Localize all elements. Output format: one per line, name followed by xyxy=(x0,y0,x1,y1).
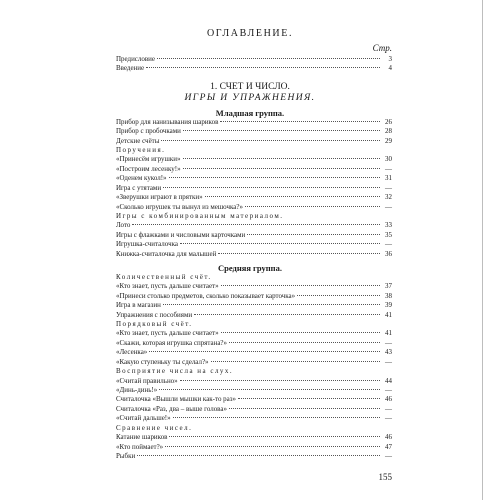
toc-entry: «Принеси столько предметов, сколько показывает карточка» 38 xyxy=(116,291,392,300)
subsection-heading: Игры с комбинированным материалом. xyxy=(116,211,284,220)
toc-entry: «Построим лесенку!» — xyxy=(116,164,392,173)
toc-entry: «Лесенка» 43 xyxy=(116,348,392,357)
toc-entry: «Оденем кукол!» 31 xyxy=(116,174,392,183)
toc-entry: Книжка-считалочка для малышей 36 xyxy=(116,249,392,258)
subsection-heading: Порядковый счёт. xyxy=(116,320,193,328)
toc-entry: Прибор для нанизывания шариков 26 xyxy=(116,117,392,126)
toc-entry: Игра в магазин 39 xyxy=(116,301,392,310)
group-heading-middle: Средняя группа. xyxy=(218,263,282,274)
group-heading-junior: Младшая группа. xyxy=(215,108,285,119)
toc-entry: Считалочка «Вышли мышки как-то раз» 46 xyxy=(116,395,392,404)
toc-entry: Предисловие 3 xyxy=(116,55,392,63)
toc-entry: «Кто знает, пусть дальше считает» 41 xyxy=(116,329,392,338)
toc-entry: «Кто поймает?» 47 xyxy=(116,442,392,451)
toc-title: ОГЛАВЛЕНИЕ. xyxy=(206,28,294,39)
toc-entry: «Какую ступеньку ты сделал?» — xyxy=(116,357,392,366)
toc-entry: «Кто знает, пусть дальше считает» 37 xyxy=(116,282,392,291)
toc-entry: Введение 4 xyxy=(116,64,392,73)
section-subheading: ИГРЫ И УПРАЖНЕНИЯ. xyxy=(184,92,316,103)
toc-entry: «Динь-динь!» — xyxy=(116,386,392,394)
toc-entry: Детские счёты 29 xyxy=(116,136,392,145)
subsection-heading: Сравнение чисел. xyxy=(116,423,193,432)
toc-entry: «Считай правильно» 44 xyxy=(116,376,392,385)
toc-entry: Игрушка-считалочка — xyxy=(116,240,392,249)
toc-entry: Считалочка «Раз, два – выше голова» — xyxy=(116,404,392,413)
toc-entry: Лото 33 xyxy=(116,221,392,230)
toc-entry: Игра с утятами — xyxy=(116,183,392,192)
toc-entry: Игры с флажками и числовыми карточками 35 xyxy=(116,230,392,239)
toc-entry: «Сколько игрушек ты вынул из мешочка?» — xyxy=(116,202,392,211)
toc-entry: Рыбки — xyxy=(116,452,392,460)
toc-entry: Прибор с пробочками 28 xyxy=(116,127,392,135)
section-heading: 1. СЧЕТ И ЧИСЛО. xyxy=(210,81,290,92)
toc-entry: «Считай дальше!» — xyxy=(116,414,392,423)
subsection-heading: Поручения. xyxy=(116,145,166,154)
toc-entry: Катание шариков 46 xyxy=(116,433,392,442)
subsection-heading: Количественный счёт. xyxy=(116,272,212,281)
toc-entry: «Принесём игрушки» 30 xyxy=(116,155,392,164)
page-column-label: Стр. xyxy=(372,43,392,53)
page-edge-rule xyxy=(482,0,483,500)
subsection-heading: Восприятие числа на слух. xyxy=(116,367,234,376)
toc-entry: Упражнения с пособиями 41 xyxy=(116,310,392,319)
page-number: 155 xyxy=(378,472,392,482)
toc-entry: «Зверушки играют в прятки» 32 xyxy=(116,193,392,201)
toc-entry: «Скажи, которая игрушка спрятана?» — xyxy=(116,338,392,347)
